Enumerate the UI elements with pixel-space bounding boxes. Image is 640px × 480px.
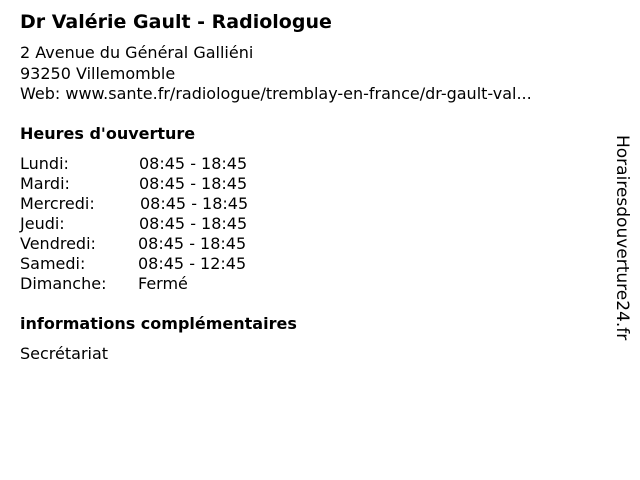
time-value: 08:45 - 18:45 bbox=[139, 154, 248, 173]
website-line[interactable]: Web: www.sante.fr/radiologue/tremblay-en-france/dr-gault-val... bbox=[20, 84, 532, 103]
day-label: Lundi: bbox=[20, 154, 69, 173]
site-watermark bbox=[612, 135, 632, 345]
watermark-text: Horairesdouverture24.fr bbox=[612, 135, 632, 341]
day-label: Jeudi: bbox=[20, 214, 65, 233]
day-label: Dimanche: bbox=[20, 274, 107, 293]
time-value: 08:45 - 18:45 bbox=[139, 214, 248, 233]
address-city: 93250 Villemomble bbox=[20, 64, 176, 83]
address-street: 2 Avenue du Général Galliéni bbox=[20, 43, 254, 62]
additional-info-text: Secrétariat bbox=[20, 344, 109, 363]
time-value: 08:45 - 18:45 bbox=[138, 234, 247, 253]
day-label: Samedi: bbox=[20, 254, 86, 273]
opening-hours-heading: Heures d'ouverture bbox=[20, 124, 196, 143]
additional-info-heading: informations complémentaires bbox=[20, 314, 297, 333]
day-label: Vendredi: bbox=[20, 234, 96, 253]
time-value: 08:45 - 18:45 bbox=[139, 174, 248, 193]
time-value: 08:45 - 18:45 bbox=[140, 194, 249, 213]
time-value: Fermé bbox=[138, 274, 188, 293]
page-title: Dr Valérie Gault - Radiologue bbox=[20, 11, 332, 33]
day-label: Mercredi: bbox=[20, 194, 95, 213]
day-label: Mardi: bbox=[20, 174, 70, 193]
time-value: 08:45 - 12:45 bbox=[138, 254, 247, 273]
